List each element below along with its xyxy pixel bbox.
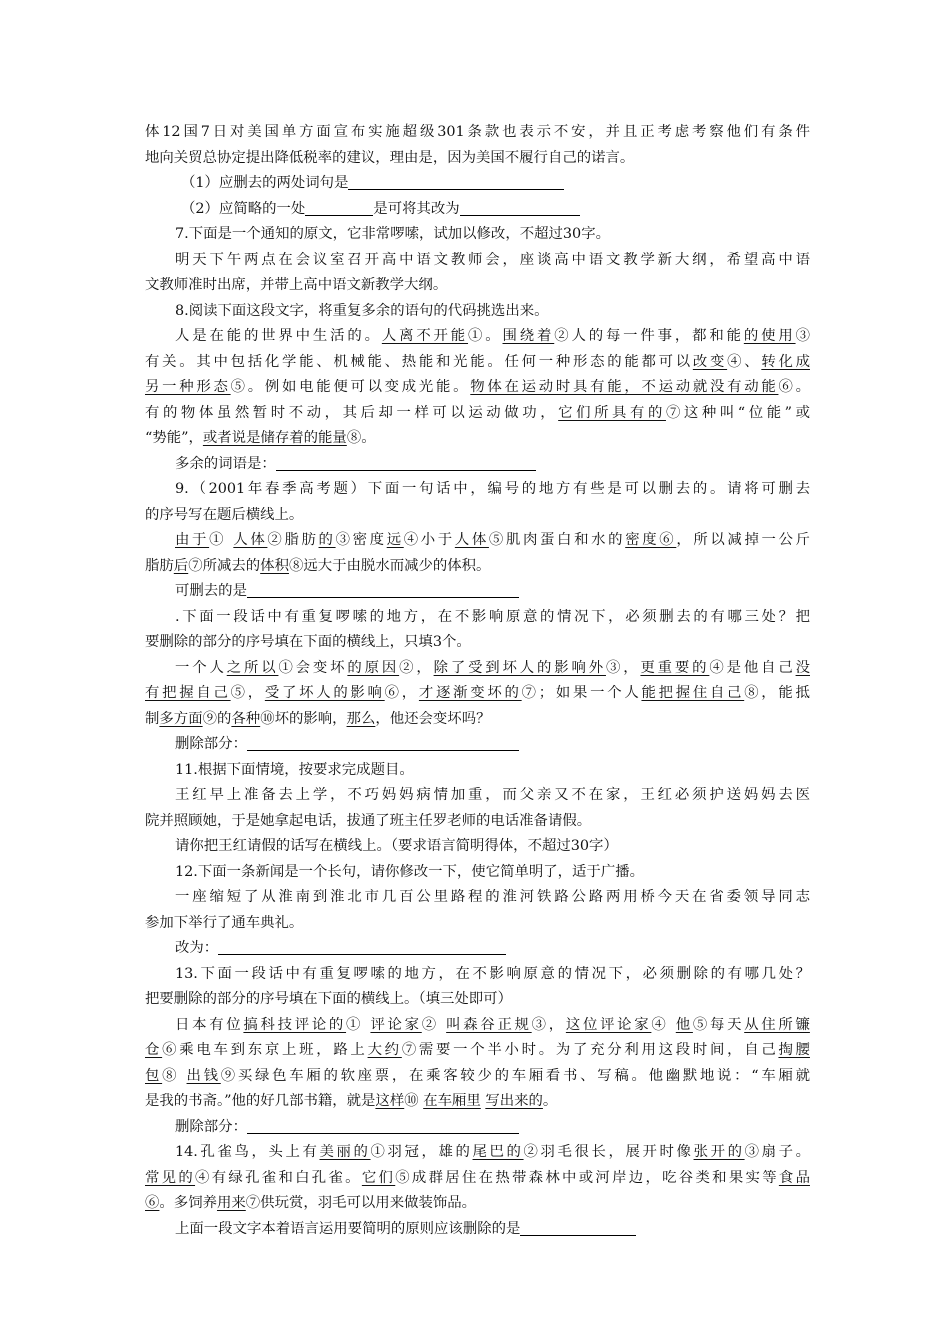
underlined-phrase: 常见的 — [145, 1169, 196, 1186]
text-line — [145, 1217, 810, 1243]
text-line — [145, 350, 810, 376]
underlined-phrase: 各种 — [231, 710, 261, 727]
text-run: ⑤， — [230, 685, 265, 701]
underlined-phrase: 的原因 — [347, 659, 400, 676]
text-run: ⑦所减去的 — [188, 557, 261, 574]
underlined-phrase: 评论家 — [370, 1016, 422, 1033]
text-line — [145, 324, 810, 350]
text-line — [145, 1038, 810, 1064]
text-run: ⑥， — [384, 685, 419, 701]
answer-blank[interactable] — [247, 734, 519, 751]
text-run: ，他还会变坏吗？ — [375, 710, 491, 727]
underlined-phrase: 它们 — [361, 1169, 396, 1186]
answer-blank[interactable] — [348, 173, 564, 190]
underlined-phrase: 张开的 — [693, 1144, 745, 1160]
text-run: ⑧，能抵 — [744, 685, 810, 701]
text-run: ⑤每天 — [692, 1016, 745, 1033]
underlined-phrase: 更重要的 — [640, 659, 710, 676]
text-run: ④是他自己 — [709, 659, 796, 676]
text-line — [145, 248, 810, 274]
text-run: 。 — [542, 1093, 558, 1109]
text-run: .下面一段话中有重复啰嗦的地方，在不影响原意的情况下，必须删去的有哪三处？把 — [175, 608, 810, 625]
text-run: ⑤。例如电能便可以变成光能。 — [230, 379, 471, 395]
text-run: 把要删除的部分的序号填在下面的横线上。（填三处即可） — [145, 991, 512, 1007]
text-line — [145, 477, 810, 503]
text-line — [145, 1166, 810, 1192]
underlined-phrase: 受了坏人的影响 — [264, 685, 385, 701]
text-line — [145, 426, 810, 452]
text-run: ② — [421, 1016, 447, 1033]
text-run: ⑦需要一个半小时。为了充分利用这段时间，自己 — [401, 1042, 779, 1058]
text-run: ⑧远大于由脱水而减少的体积。 — [288, 557, 491, 574]
underlined-phrase: 写出来的 — [485, 1093, 543, 1109]
text-run: 要删除的部分的序号填在下面的横线上，只填3个。 — [145, 634, 471, 650]
text-run: 人是在能的世界中生活的。 — [175, 328, 382, 344]
text-run: 的序号写在题后横线上。 — [145, 506, 304, 523]
text-line — [145, 732, 810, 758]
underlined-phrase: 多方面 — [159, 710, 203, 727]
underlined-phrase: 尾巴的 — [472, 1144, 524, 1160]
underlined-phrase: 搞科技评论的 — [243, 1016, 347, 1033]
underlined-phrase: 物体在运动时具有能，不运动就没有动能 — [470, 379, 779, 395]
text-run: 8.阅读下面这段文字，将重复多余的语句的代码挑选出来。 — [175, 302, 549, 319]
answer-blank[interactable] — [520, 1219, 636, 1236]
document-page — [145, 120, 810, 1242]
underlined-phrase: 改变 — [692, 353, 728, 370]
underlined-phrase: 包 — [145, 1067, 163, 1084]
text-line — [145, 1064, 810, 1090]
underlined-phrase: 之所以 — [226, 659, 279, 676]
text-run: ① — [209, 532, 234, 548]
text-line — [145, 834, 810, 860]
text-run: 一个人 — [175, 659, 227, 676]
underlined-phrase: 没 — [795, 659, 810, 676]
text-run: ⑤肌肉蛋白和水的 — [488, 532, 626, 548]
text-run: ⑤成群居住在热带森林中或河岸边，吃谷类和果实等 — [395, 1169, 779, 1186]
text-run: 日本有位 — [175, 1016, 244, 1033]
underlined-phrase: 仓 — [145, 1042, 163, 1058]
text-run: 体12国7日对美国单方面宣布实施超级301条款也表示不安，并且正考虑考察他们有条件 — [145, 124, 810, 140]
text-run: 可删去的是 — [175, 583, 247, 599]
text-run: 请你把王红请假的话写在横线上。（要求语言简明得体，不超过30字） — [175, 838, 618, 854]
text-run: ①。 — [468, 328, 503, 344]
text-line — [145, 197, 810, 223]
answer-blank[interactable] — [247, 581, 519, 598]
answer-blank[interactable] — [276, 454, 536, 471]
underlined-phrase: 用来 — [216, 1195, 246, 1211]
text-run: ①羽冠，雄的 — [370, 1144, 473, 1160]
text-run: 13.下面一段话中有重复啰嗦的地方，在不影响原意的情况下，必须删除的有哪几处？ — [175, 965, 810, 982]
text-line — [145, 299, 810, 325]
text-line — [145, 987, 810, 1013]
text-run: ⑦；如果一个人 — [521, 685, 642, 701]
underlined-phrase: 人体 — [233, 532, 268, 548]
underlined-phrase: 另一种形态 — [145, 379, 231, 395]
answer-blank[interactable] — [305, 199, 373, 216]
text-line — [145, 809, 810, 835]
text-run: 脂肪 — [145, 557, 174, 574]
answer-blank[interactable] — [218, 938, 506, 955]
text-run: ④、 — [727, 353, 762, 370]
text-line — [145, 1115, 810, 1141]
text-line — [145, 1140, 810, 1166]
underlined-phrase: 才逐渐变坏的 — [418, 685, 522, 701]
text-run: 一座缩短了从淮南到淮北市几百公里路程的淮河铁路公路两用桥今天在省委领导同志 — [175, 889, 810, 905]
underlined-phrase: 体积 — [260, 557, 289, 574]
text-run: ⑥。 — [778, 379, 810, 395]
underlined-phrase: 远 — [386, 532, 404, 548]
text-run: ②脂肪 — [267, 532, 319, 548]
text-run: ②， — [399, 659, 434, 676]
text-run: ③ — [795, 328, 810, 344]
text-line — [145, 962, 810, 988]
text-run: 删除部分： — [175, 736, 247, 752]
text-line — [145, 273, 810, 299]
text-run: 。多饲养 — [159, 1195, 217, 1211]
underlined-phrase: 它们所具有的 — [558, 404, 666, 421]
text-line — [145, 222, 810, 248]
text-line — [145, 401, 810, 427]
text-run: ③扇子。 — [744, 1144, 810, 1160]
underlined-phrase: 叫森谷正规 — [446, 1016, 532, 1033]
text-line — [145, 171, 810, 197]
text-run: ③， — [605, 659, 641, 676]
text-line — [145, 579, 810, 605]
text-line — [145, 146, 810, 172]
text-run: 明天下午两点在会议室召开高中语文教师会，座谈高中语文教学新大纲，希望高中语 — [175, 251, 810, 268]
text-run: ④有绿孔雀和白孔雀。 — [195, 1169, 362, 1186]
text-run: ④小于 — [403, 532, 455, 548]
text-run: （1）应删去的两处词句是 — [181, 175, 349, 191]
underlined-phrase: 那么 — [346, 710, 376, 727]
underlined-phrase: 围绕着 — [502, 328, 555, 344]
text-line — [145, 707, 810, 733]
text-line — [145, 758, 810, 784]
text-run: ⑧。 — [346, 430, 376, 446]
underlined-phrase: 美丽的 — [319, 1144, 371, 1160]
text-line — [145, 554, 810, 580]
underlined-phrase: 密度⑥ — [625, 532, 677, 548]
text-line — [145, 885, 810, 911]
underlined-phrase: 的 — [318, 532, 336, 548]
text-run: 王红早上准备去上学，不巧妈妈病情加重，而父亲又不在家，王红必须护送妈妈去医 — [175, 787, 810, 803]
underlined-phrase: 由于 — [175, 532, 210, 548]
text-line — [145, 1013, 810, 1039]
underlined-phrase: 转化成 — [761, 353, 810, 370]
text-run: ①会变坏 — [278, 659, 348, 676]
text-run: ⑨买绿色车厢的软座票，在乘客较少的车厢看书、写稿。他幽默地说：“车厢就 — [220, 1067, 810, 1084]
underlined-phrase: 在车厢里 — [423, 1093, 481, 1109]
underlined-phrase: 除了受到坏人的影响外 — [433, 659, 606, 676]
text-run: 上面一段文字本着语言运用要简明的原则应该删除的是 — [175, 1220, 521, 1237]
underlined-phrase: 有把握自己 — [145, 685, 231, 701]
text-line — [145, 605, 810, 631]
text-run: ③密度 — [335, 532, 387, 548]
underlined-phrase: 的使用 — [743, 328, 796, 344]
underlined-phrase: ⑥ — [145, 1195, 160, 1211]
text-line — [145, 860, 810, 886]
text-run: 多余的词语是： — [175, 455, 276, 472]
text-run: ③， — [531, 1016, 566, 1033]
text-run: ②羽毛很长，展开时像 — [523, 1144, 694, 1160]
text-run: 参加下举行了通车典礼。 — [145, 914, 304, 931]
text-line — [145, 1089, 810, 1115]
underlined-phrase: 能把握住自己 — [641, 685, 745, 701]
underlined-phrase: 大约 — [367, 1042, 402, 1058]
underlined-phrase: 或者说是储存着的能量 — [202, 430, 347, 446]
text-line — [145, 936, 810, 962]
text-run: 地向关贸总协定提出降低税率的建议，理由是，因为美国不履行自己的诺言。 — [145, 149, 635, 166]
underlined-phrase: 他 — [675, 1016, 693, 1033]
text-run: 有的物体虽然暂时不动，其后却一样可以运动做功， — [145, 404, 559, 421]
text-run: 9.（2001年春季高考题）下面一句话中，编号的地方有些是可以删去的。请将可删去 — [175, 481, 810, 497]
text-line — [145, 656, 810, 682]
text-run: 文教师准时出席，并带上高中语文新教学大纲。 — [145, 277, 448, 293]
text-run: ⑦这种叫“位能”或 — [665, 404, 810, 421]
text-line — [145, 120, 810, 146]
text-run: ⑨的 — [202, 710, 232, 727]
text-line — [145, 528, 810, 554]
text-line — [145, 452, 810, 478]
text-run: （2）应简略的一处 — [181, 200, 306, 217]
text-line — [145, 630, 810, 656]
text-run: “势能”， — [145, 430, 203, 446]
text-run: 是我的书斋。”他的好几部书籍，就是 — [145, 1093, 376, 1109]
text-run: ① — [346, 1016, 371, 1033]
text-run: 制 — [145, 710, 160, 727]
underlined-phrase: 食品 — [778, 1169, 810, 1186]
text-run: 有关。其中包括化学能、机械能、热能和光能。任何一种形态的能都可以 — [145, 353, 693, 370]
text-run: 院并照顾她，于是她拿起电话，拔通了班主任罗老师的电话准备请假。 — [145, 812, 592, 829]
text-line — [145, 503, 810, 529]
text-run: ⑩ — [404, 1093, 424, 1109]
text-run: 7.下面是一个通知的原文，它非常啰嗦，试加以修改，不超过30字。 — [175, 226, 610, 242]
underlined-phrase: 掏腰 — [778, 1042, 810, 1058]
text-run: ②人的每一件事，都和能 — [554, 328, 744, 344]
text-run: 11.根据下面情境，按要求完成题目。 — [175, 761, 414, 778]
underlined-phrase: 这样 — [375, 1093, 405, 1109]
text-run: 是可将其改为 — [373, 200, 460, 217]
text-run: ⑥乘电车到东京上班，路上 — [162, 1042, 368, 1058]
text-run: 14.孔雀鸟，头上有 — [175, 1144, 320, 1160]
text-run: ④ — [651, 1016, 676, 1033]
text-run: 删除部分： — [175, 1118, 247, 1135]
text-line — [145, 375, 810, 401]
text-run: ⑦供玩赏，羽毛可以用来做装饰品。 — [245, 1195, 477, 1211]
underlined-phrase: 后 — [173, 557, 189, 574]
underlined-phrase: 人体 — [454, 532, 489, 548]
underlined-phrase: 这位评论家 — [565, 1016, 652, 1033]
answer-blank[interactable] — [460, 199, 580, 216]
text-line — [145, 1191, 810, 1217]
underlined-phrase: 出钱 — [186, 1067, 221, 1084]
text-run: ⑧ — [162, 1067, 187, 1084]
underlined-phrase: 从住所镰 — [744, 1016, 810, 1033]
underlined-phrase: 人离不开能 — [381, 328, 469, 344]
text-run: 改为： — [175, 940, 219, 956]
text-run: ⑩坏的影响， — [260, 710, 347, 727]
answer-blank[interactable] — [247, 1117, 519, 1134]
text-line — [145, 681, 810, 707]
text-line — [145, 783, 810, 809]
text-run: 12.下面一条新闻是一个长句，请你修改一下，使它简单明了，适于广播。 — [175, 863, 644, 880]
text-run: ，所以减掉一公斤 — [676, 532, 810, 548]
text-line — [145, 911, 810, 937]
